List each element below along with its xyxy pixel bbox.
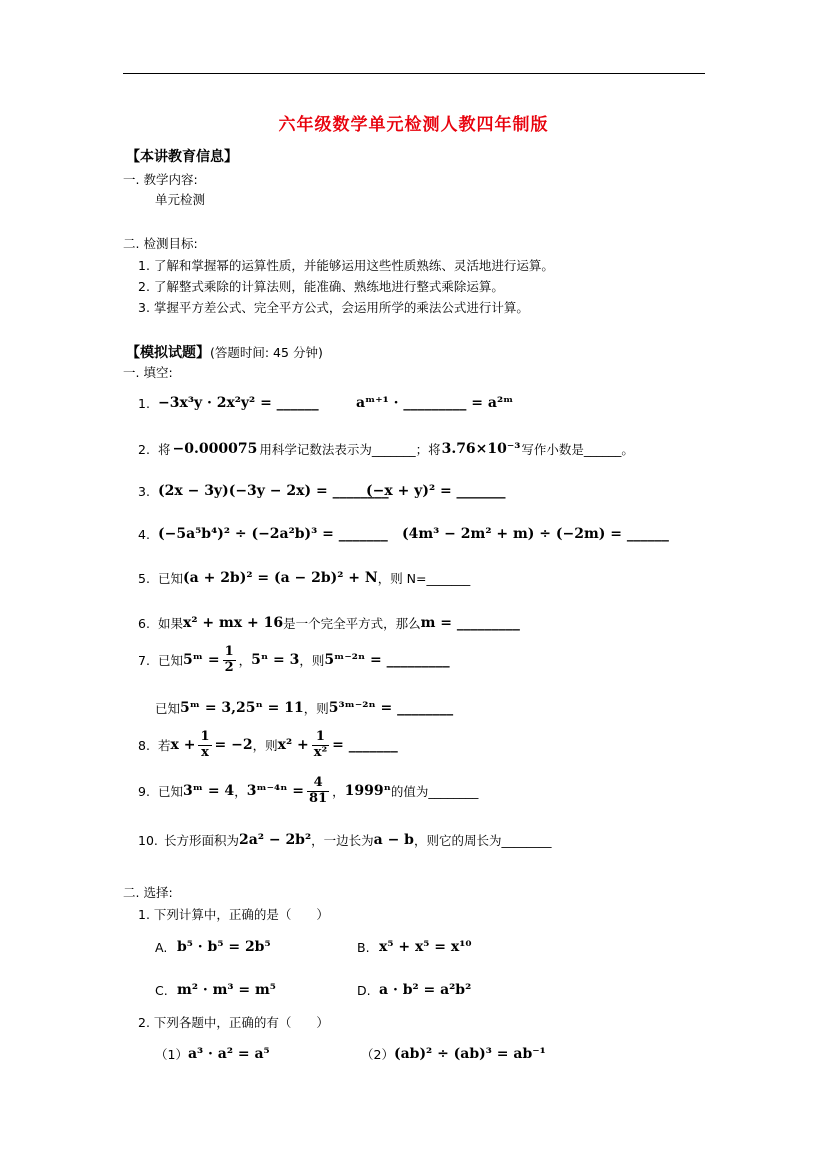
expression: x² + [277, 737, 309, 754]
question-2 [138, 440, 634, 458]
expression: (4m³ − 2m² + m) ÷ (−2m) = ______ [402, 526, 669, 542]
question-number: 6. [138, 615, 150, 631]
statement-label: （2） [361, 1047, 394, 1062]
goal-item: 2. 了解整式乘除的计算法则，能准确、熟练地进行整式乘除运算。 [138, 279, 504, 294]
question-text: ，则它的周长为________ [413, 833, 552, 848]
option-d [357, 982, 471, 998]
statement-2 [361, 1045, 546, 1063]
fraction [198, 730, 211, 761]
option-letter: A. [155, 939, 168, 955]
goal-item: 3. 掌握平方差公式、完全平方公式，会运用所学的乘法公式进行计算。 [138, 300, 529, 315]
question-text: ， [238, 653, 252, 669]
statement-label: （1） [155, 1047, 188, 1062]
expression: x + [170, 737, 196, 754]
option-letter: C. [155, 982, 168, 998]
expression: 1999ⁿ [344, 783, 391, 800]
question-text: 已知 [158, 571, 184, 586]
part1-label: 一. 填空: [123, 365, 173, 380]
expression: a − b [373, 832, 414, 848]
question-7 [138, 645, 450, 676]
section2-label: 二. 检测目标: [123, 236, 198, 251]
expression: (ab)² ÷ (ab)³ = ab⁻¹ [393, 1046, 546, 1062]
expression: = −2 [214, 737, 253, 754]
question-number: 3. [138, 483, 150, 499]
fraction-numerator: 1 [312, 730, 329, 746]
fraction-denominator: x² [313, 744, 328, 760]
question-text: 已知 [155, 701, 181, 716]
question-text: 将 [158, 442, 171, 457]
question-number: 4. [138, 526, 150, 542]
header-rule [123, 73, 705, 74]
exam-header: 【模拟试题】 [126, 345, 210, 361]
question-text: ，一边长为 [311, 833, 374, 848]
fraction [223, 645, 236, 676]
option-c [155, 982, 276, 998]
option-b [357, 939, 472, 955]
question-number: 7. [138, 652, 150, 668]
question-text: ， [332, 784, 345, 800]
question-text: ，则 [252, 738, 278, 754]
expression: 2a² − 2b² [239, 832, 312, 848]
question-10 [138, 831, 551, 849]
expression: a · b² = a²b² [379, 982, 472, 998]
question-number: 9. [138, 783, 150, 799]
expression: −3x³y · 2x²y² = ______ [158, 395, 319, 411]
goal-item: 1. 了解和掌握幂的运算性质，并能够运用这些性质熟练、灵活地进行运算。 [138, 258, 554, 273]
fraction [307, 776, 329, 807]
expression: (−5a⁵b⁴)² ÷ (−2a²b)³ = _______ [158, 526, 388, 542]
expression: 5ⁿ = 3 [251, 652, 300, 669]
question-number: 10. [138, 832, 158, 848]
option-a [155, 939, 271, 955]
question-8 [138, 730, 398, 761]
question-text: 写作小数是______。 [521, 442, 634, 457]
fraction-denominator: 81 [309, 790, 328, 806]
question-number: 5. [138, 570, 150, 586]
question-text: ，则 [299, 653, 325, 669]
expression: b⁵ · b⁵ = 2b⁵ [177, 939, 271, 955]
expression: 3ᵐ = 4 [183, 783, 235, 800]
question-text: 如果 [158, 616, 184, 631]
statement-1 [155, 1045, 270, 1063]
expression: 3.76×10⁻³ [441, 441, 521, 457]
option-letter: B. [357, 939, 370, 955]
choice-question-1: 1. 下列计算中，正确的是（ ） [138, 907, 329, 922]
question-number: 1. [138, 395, 150, 411]
fraction-numerator: 4 [307, 776, 329, 792]
question-text: ，则 N=_______ [377, 571, 471, 586]
exam-note: (答题时间: 45 分钟) [210, 345, 323, 360]
expression: −0.000075 [172, 441, 258, 457]
question-text: 长方形面积为 [164, 833, 240, 848]
fraction-denominator: 2 [224, 659, 234, 675]
question-number: 8. [138, 737, 150, 753]
fraction-numerator: 1 [224, 644, 234, 659]
question-5 [138, 569, 470, 587]
expression: 5ᵐ = 3,25ⁿ = 11 [180, 700, 304, 716]
exam-header-row [126, 342, 323, 362]
section1-label: 一. 教学内容: [123, 172, 198, 187]
question-text: 的值为________ [390, 784, 479, 800]
expression: m = _________ [420, 615, 520, 631]
question-number: 2. [138, 441, 150, 457]
expression: 5ᵐ⁻²ⁿ = _________ [324, 652, 450, 669]
section1-content: 单元检测 [155, 192, 206, 207]
expression: x⁵ + x⁵ = x¹⁰ [379, 939, 472, 955]
question-6 [138, 614, 520, 632]
question-text: ， [234, 784, 247, 800]
expression: m² · m³ = m⁵ [177, 982, 276, 998]
option-letter: D. [357, 982, 371, 998]
fraction-denominator: x [201, 744, 209, 760]
question-4 [138, 526, 388, 542]
expression: a³ · a² = a⁵ [187, 1046, 270, 1062]
part2-label: 二. 选择: [123, 885, 173, 900]
fraction-numerator: 1 [200, 729, 210, 744]
question-1 [138, 395, 319, 411]
question-text: 已知 [158, 784, 184, 800]
expression: (−x + y)² = _______ [366, 483, 506, 499]
question-text: 已知 [158, 653, 184, 669]
question-text: 若 [158, 738, 171, 754]
question-text: ，则 [303, 701, 329, 716]
expression: (2x − 3y)(−3y − 2x) = ________ [158, 483, 389, 499]
question-9 [138, 776, 478, 807]
expression: = _______ [332, 737, 398, 754]
question-7b [155, 699, 453, 717]
expression: x² + mx + 16 [183, 615, 284, 631]
question-3 [138, 483, 389, 499]
fraction [312, 730, 329, 761]
page-title: 六年级数学单元检测人教四年制版 [278, 115, 549, 135]
expression: (a + 2b)² = (a − 2b)² + N [183, 570, 378, 586]
info-header: 【本讲教育信息】 [126, 149, 238, 165]
expression: 3ᵐ⁻⁴ⁿ = [246, 783, 305, 800]
choice-question-2: 2. 下列各题中，正确的有（ ） [138, 1015, 329, 1030]
expression: 5ᵐ = [183, 652, 220, 669]
expression: aᵐ⁺¹ · _________ = a²ᵐ [356, 395, 514, 411]
question-text: 用科学记数法表示为_______；将 [259, 442, 441, 457]
expression: 5³ᵐ⁻²ⁿ = ________ [328, 700, 454, 716]
question-text: 是一个完全平方式，那么 [283, 616, 421, 631]
